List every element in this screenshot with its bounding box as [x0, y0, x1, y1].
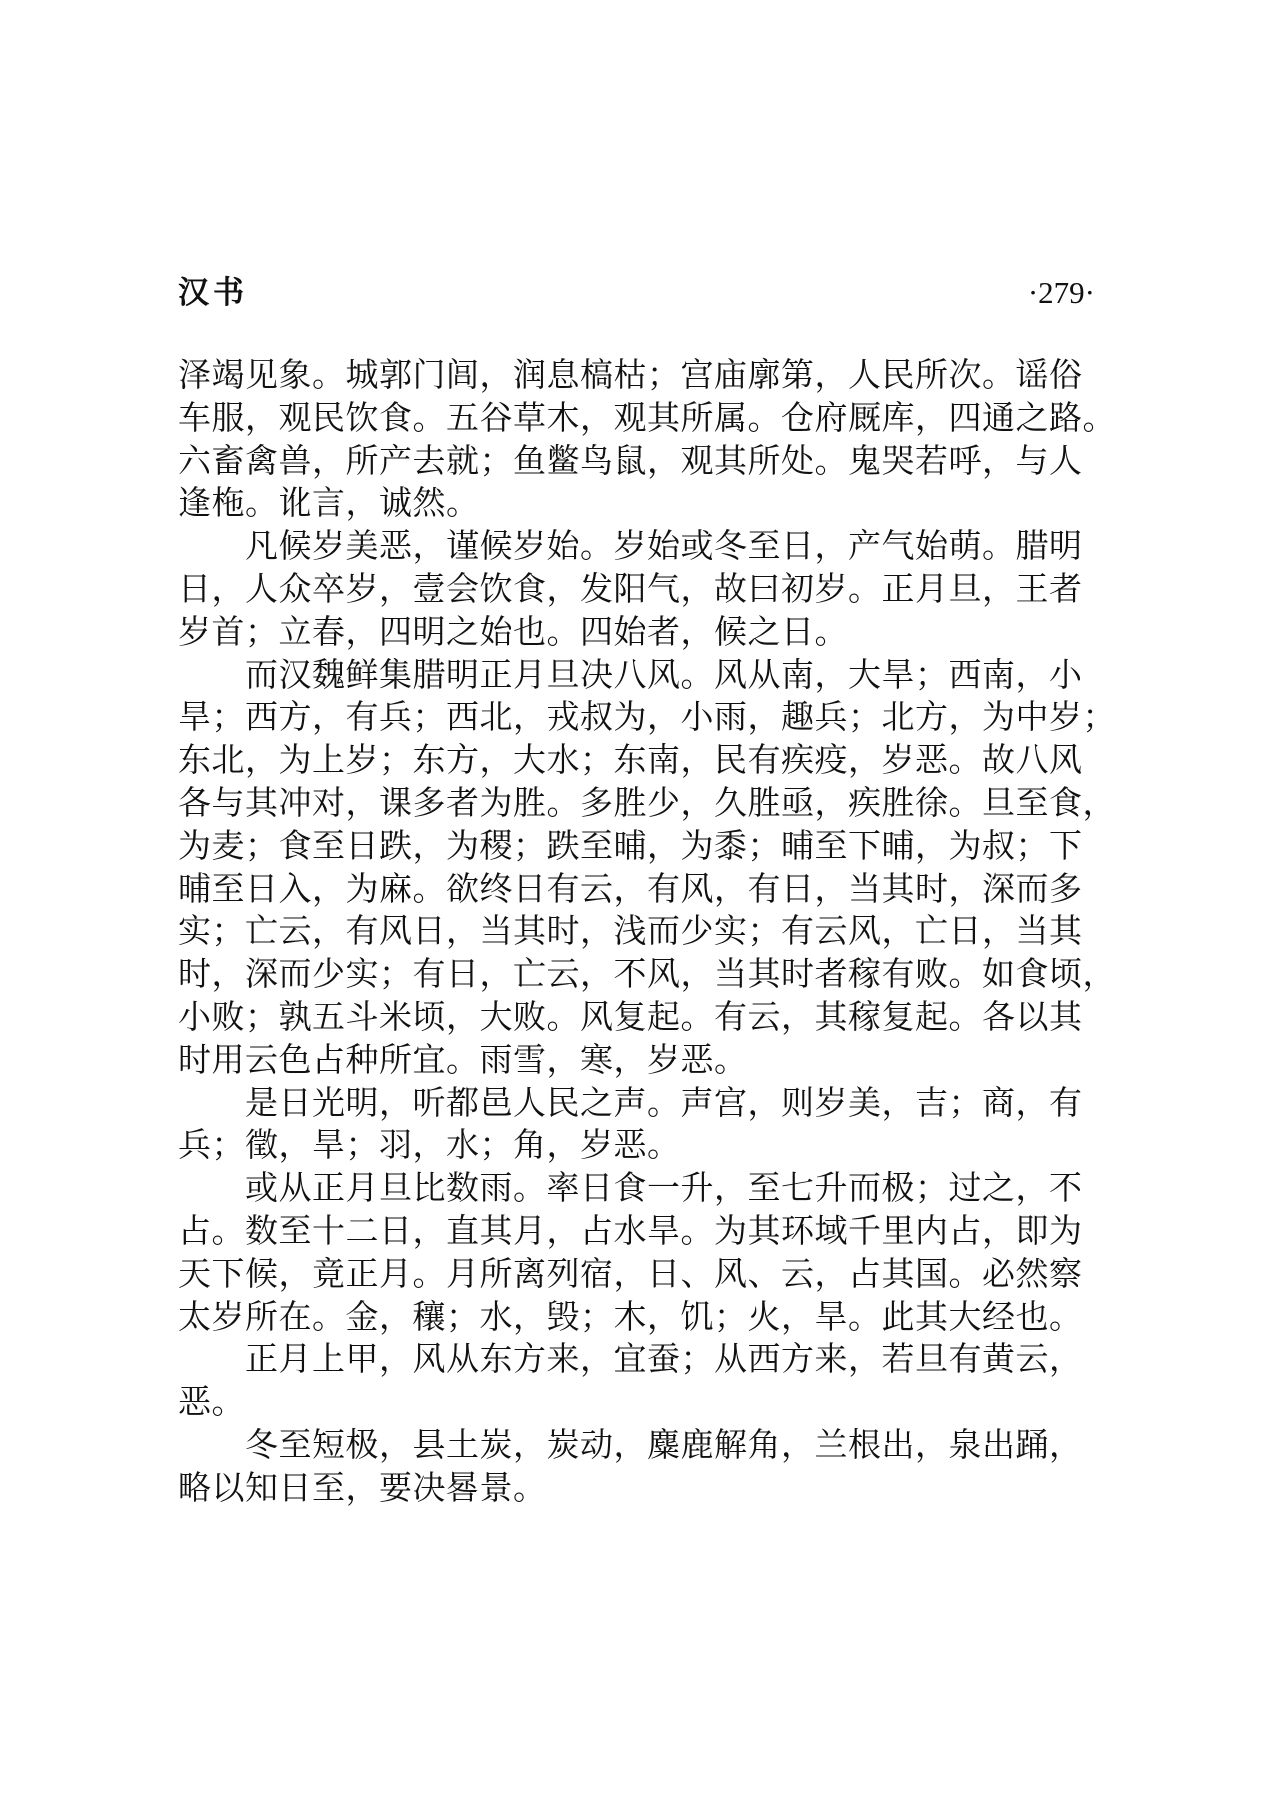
- text-line: 为麦；食至日跌，为稷；跌至晡，为黍；晡至下晡，为叔；下: [178, 825, 1083, 865]
- paragraph: [178, 1424, 1095, 1510]
- text-line: 岁首；立春，四明之始也。四始者，候之日。: [178, 611, 848, 651]
- paragraph: [178, 525, 1095, 653]
- text-line: 时用云色占种所宜。雨雪，寒，岁恶。: [178, 1039, 748, 1079]
- text-line: 时，深而少实；有日，亡云，不风，当其时者稼有败。如食顷，: [178, 954, 1116, 994]
- paragraph: [178, 1338, 1095, 1424]
- text-line: 各与其冲对，课多者为胜。多胜少，久胜亟，疾胜徐。旦至食，: [178, 782, 1116, 822]
- text-line: 恶。: [178, 1382, 245, 1422]
- text-line: 六畜禽兽，所产去就；鱼鳖鸟鼠，观其所处。鬼哭若呼，与人: [178, 440, 1083, 480]
- text-line: 凡候岁美恶，谨候岁始。岁始或冬至日，产气始萌。腊明: [245, 526, 1083, 566]
- page-header: [178, 270, 1095, 316]
- text-line: 略以知日至，要决晷景。: [178, 1467, 547, 1507]
- page-number: ·279·: [1027, 275, 1095, 310]
- text-line: 逢柂。讹言，诚然。: [178, 483, 480, 523]
- text-line: 日，人众卒岁，壹会饮食，发阳气，故曰初岁。正月旦，王者: [178, 568, 1083, 608]
- text-line: 是日光明，听都邑人民之声。声宫，则岁美，吉；商，有: [245, 1082, 1083, 1122]
- text-line: 泽竭见象。城郭门闾，润息槁枯；宫庙廓第，人民所次。谣俗: [178, 355, 1083, 394]
- text-line: 占。数至十二日，直其月，占水旱。为其环域千里内占，即为: [178, 1210, 1083, 1250]
- paragraph: [178, 354, 1116, 525]
- paragraph: [178, 1082, 1095, 1168]
- text-line: 正月上甲，风从东方来，宜蚕；从西方来，若旦有黄云，: [245, 1339, 1083, 1379]
- body-text: [178, 354, 1116, 1510]
- text-line: 旱；西方，有兵；西北，戎叔为，小雨，趣兵；北方，为中岁；: [178, 697, 1116, 737]
- text-line: 或从正月旦比数雨。率日食一升，至七升而极；过之，不: [245, 1168, 1083, 1208]
- text-line: 东北，为上岁；东方，大水；东南，民有疾疫，岁恶。故八风: [178, 740, 1083, 780]
- text-line: 兵；徵，旱；羽，水；角，岁恶。: [178, 1125, 681, 1165]
- text-line: 晡至日入，为麻。欲终日有云，有风，有日，当其时，深而多: [178, 868, 1083, 908]
- paragraph: [178, 654, 1116, 1082]
- book-title: 汉书: [178, 275, 248, 311]
- text-line: 车服，观民饮食。五谷草木，观其所属。仓府厩库，四通之路。: [178, 397, 1116, 437]
- text-line: 太岁所在。金，穰；水，毁；木，饥；火，旱。此其大经也。: [178, 1296, 1083, 1336]
- text-line: 实；亡云，有风日，当其时，浅而少实；有云风，亡日，当其: [178, 911, 1083, 951]
- text-line: 冬至短极，县土炭，炭动，麋鹿解角，兰根出，泉出踊，: [245, 1424, 1083, 1464]
- paragraph: [178, 1167, 1095, 1338]
- text-line: 天下候，竟正月。月所离列宿，日、风、云，占其国。必然察: [178, 1253, 1083, 1293]
- text-line: 小败；孰五斗米顷，大败。风复起。有云，其稼复起。各以其: [178, 996, 1083, 1036]
- text-line: 而汉魏鲜集腊明正月旦决八风。风从南，大旱；西南，小: [245, 654, 1083, 694]
